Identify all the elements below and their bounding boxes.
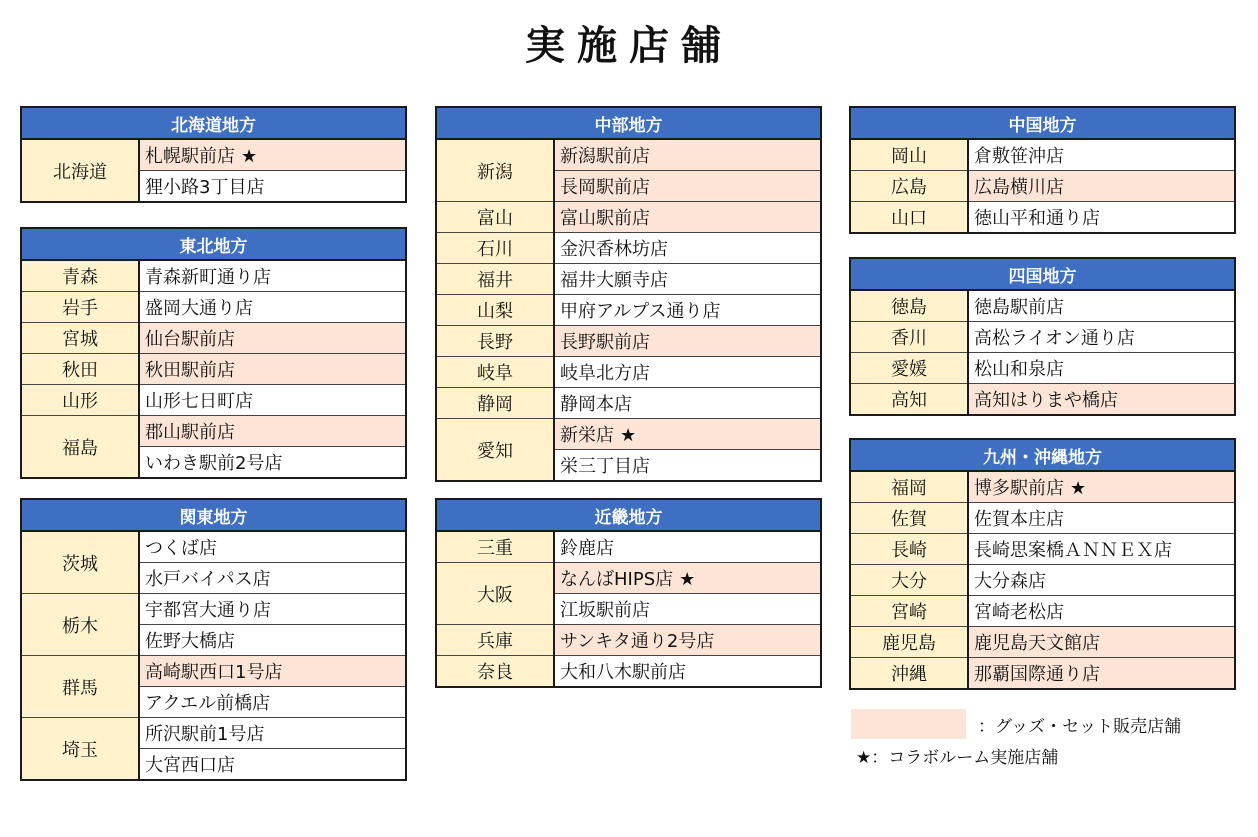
store-name: 広島横川店 (974, 177, 1064, 198)
region-table-tohoku (20, 227, 407, 479)
prefecture-cell: 富山 (436, 202, 554, 233)
store-cell (554, 388, 821, 419)
store-cell (139, 323, 406, 354)
table-row (850, 353, 1235, 384)
store-name: 長野駅前店 (560, 332, 650, 353)
table-row (850, 471, 1235, 503)
store-name: 佐賀本庄店 (974, 509, 1064, 530)
table-row (21, 292, 406, 323)
table-row (21, 594, 406, 625)
region-header: 四国地方 (850, 258, 1235, 290)
store-name: いわき駅前2号店 (145, 453, 283, 474)
store-name: 長岡駅前店 (560, 177, 650, 198)
page-title: 実施店舗 (525, 23, 733, 69)
store-cell (968, 202, 1235, 234)
prefecture-cell: 群馬 (21, 656, 139, 718)
store-name: 那覇国際通り店 (974, 664, 1100, 685)
store-cell (554, 563, 821, 594)
table-row (850, 290, 1235, 322)
prefecture-cell: 高知 (850, 384, 968, 416)
prefecture-cell: 鹿児島 (850, 627, 968, 658)
table-row (21, 531, 406, 563)
region-table-kyushu (849, 438, 1236, 690)
store-name: 水戸バイパス店 (145, 569, 271, 590)
store-name: 高松ライオン通り店 (974, 328, 1135, 349)
store-cell (554, 357, 821, 388)
region-header: 九州・沖縄地方 (850, 439, 1235, 471)
store-cell (554, 326, 821, 357)
prefecture-cell: 静岡 (436, 388, 554, 419)
store-name: 宇都宮大通り店 (145, 600, 271, 621)
prefecture-cell: 新潟 (436, 139, 554, 202)
store-name: 佐野大橋店 (145, 631, 235, 652)
store-cell (139, 385, 406, 416)
prefecture-cell: 兵庫 (436, 625, 554, 656)
store-cell (968, 503, 1235, 534)
region-table-chugoku (849, 106, 1236, 234)
prefecture-cell: 沖縄 (850, 658, 968, 690)
store-cell (554, 531, 821, 563)
store-cell (139, 718, 406, 749)
store-cell (968, 534, 1235, 565)
legend-goods-text: ：グッズ・セット販売店舗 (978, 717, 1182, 737)
table-row (850, 202, 1235, 234)
store-cell (554, 419, 821, 450)
table-row (436, 202, 821, 233)
table-row (850, 503, 1235, 534)
prefecture-cell: 宮崎 (850, 596, 968, 627)
store-name: 鈴鹿店 (560, 538, 614, 559)
region-table-shikoku (849, 257, 1236, 416)
table-row (436, 357, 821, 388)
store-cell (554, 264, 821, 295)
store-name: 倉敷笹沖店 (974, 146, 1064, 167)
store-cell (968, 627, 1235, 658)
prefecture-cell: 秋田 (21, 354, 139, 385)
prefecture-cell: 奈良 (436, 656, 554, 688)
store-name: 大和八木駅前店 (560, 662, 686, 683)
region-header: 中国地方 (850, 107, 1235, 139)
store-name: 鹿児島天文館店 (974, 633, 1100, 654)
prefecture-cell: 石川 (436, 233, 554, 264)
prefecture-cell: 青森 (21, 260, 139, 292)
store-name: 大分森店 (974, 571, 1046, 592)
table-row (436, 295, 821, 326)
region-header: 関東地方 (21, 499, 406, 531)
table-row (436, 656, 821, 688)
store-name: 盛岡大通り店 (145, 298, 253, 319)
legend-goods-swatch (851, 709, 966, 739)
region-table-kinki (435, 498, 822, 688)
store-cell (139, 563, 406, 594)
prefecture-cell: 岐阜 (436, 357, 554, 388)
prefecture-cell: 宮城 (21, 323, 139, 354)
store-name: 狸小路3丁目店 (145, 177, 265, 198)
table-row (850, 627, 1235, 658)
table-row (21, 139, 406, 171)
table-row (21, 260, 406, 292)
prefecture-cell: 福岡 (850, 471, 968, 503)
prefecture-cell: 大分 (850, 565, 968, 596)
table-row (850, 596, 1235, 627)
table-row (850, 534, 1235, 565)
store-cell (968, 384, 1235, 416)
store-name: 新栄店 (560, 425, 614, 446)
store-cell (139, 687, 406, 718)
star-icon: ★ (241, 146, 258, 167)
store-cell (968, 139, 1235, 171)
table-row (436, 326, 821, 357)
store-cell (554, 625, 821, 656)
prefecture-cell: 三重 (436, 531, 554, 563)
store-name: 青森新町通り店 (145, 267, 271, 288)
region-table-kanto (20, 498, 407, 781)
store-name: 博多駅前店 (974, 478, 1064, 499)
prefecture-cell: 長野 (436, 326, 554, 357)
table-row (436, 625, 821, 656)
prefecture-cell: 長崎 (850, 534, 968, 565)
store-cell (139, 139, 406, 171)
table-row (436, 139, 821, 171)
store-name: 徳山平和通り店 (974, 208, 1100, 229)
store-name: 郡山駅前店 (145, 422, 235, 443)
prefecture-cell: 福井 (436, 264, 554, 295)
star-icon: ★ (1070, 478, 1087, 499)
store-cell (968, 322, 1235, 353)
prefecture-cell: 岡山 (850, 139, 968, 171)
store-cell (968, 565, 1235, 596)
store-cell (139, 594, 406, 625)
store-name: 江坂駅前店 (560, 600, 650, 621)
store-cell (139, 656, 406, 687)
store-cell (139, 531, 406, 563)
star-icon: ★ (679, 569, 696, 590)
store-cell (968, 353, 1235, 384)
region-header: 東北地方 (21, 228, 406, 260)
prefecture-cell: 山梨 (436, 295, 554, 326)
prefecture-cell: 岩手 (21, 292, 139, 323)
store-cell (968, 471, 1235, 503)
store-cell (139, 260, 406, 292)
store-name: 静岡本店 (560, 394, 632, 415)
table-row (21, 718, 406, 749)
store-name: 宮崎老松店 (974, 602, 1064, 623)
store-name: 富山駅前店 (560, 208, 650, 229)
store-name: 松山和泉店 (974, 359, 1064, 380)
star-icon: ★ (620, 425, 637, 446)
store-name: 甲府アルプス通り店 (560, 301, 721, 322)
table-row (850, 171, 1235, 202)
table-row (850, 658, 1235, 690)
prefecture-cell: 広島 (850, 171, 968, 202)
store-name: 高知はりまや橋店 (974, 390, 1118, 411)
region-table-hokkaido (20, 106, 407, 203)
store-cell (139, 416, 406, 447)
prefecture-cell: 茨城 (21, 531, 139, 594)
store-name: なんばHIPS店 (560, 569, 674, 590)
store-cell (554, 656, 821, 688)
store-cell (968, 596, 1235, 627)
table-row (436, 264, 821, 295)
prefecture-cell: 栃木 (21, 594, 139, 656)
region-header: 中部地方 (436, 107, 821, 139)
table-row (21, 416, 406, 447)
store-cell (139, 292, 406, 323)
prefecture-cell: 佐賀 (850, 503, 968, 534)
store-cell (554, 594, 821, 625)
store-cell (554, 139, 821, 171)
region-header: 近畿地方 (436, 499, 821, 531)
prefecture-cell: 愛知 (436, 419, 554, 482)
prefecture-cell: 福島 (21, 416, 139, 479)
store-cell (139, 447, 406, 479)
prefecture-cell: 埼玉 (21, 718, 139, 781)
table-row (436, 419, 821, 450)
store-name: 徳島駅前店 (974, 297, 1064, 318)
store-name: 札幌駅前店 (145, 146, 235, 167)
store-cell (554, 295, 821, 326)
store-name: 大宮西口店 (145, 755, 235, 776)
store-name: 所沢駅前1号店 (145, 724, 265, 745)
table-row (850, 322, 1235, 353)
store-cell (139, 625, 406, 656)
store-name: 山形七日町店 (145, 391, 253, 412)
table-row (436, 531, 821, 563)
store-cell (554, 233, 821, 264)
store-name: サンキタ通り2号店 (560, 631, 715, 652)
store-name: 仙台駅前店 (145, 329, 235, 350)
store-name: 栄三丁目店 (560, 456, 650, 477)
store-name: 岐阜北方店 (560, 363, 650, 384)
store-name: 金沢香林坊店 (560, 239, 668, 260)
prefecture-cell: 山口 (850, 202, 968, 234)
prefecture-cell: 北海道 (21, 139, 139, 202)
table-row (21, 323, 406, 354)
table-row (21, 656, 406, 687)
table-row (850, 565, 1235, 596)
prefecture-cell: 山形 (21, 385, 139, 416)
store-cell (139, 171, 406, 203)
store-name: 長崎思案橋ＡＮＮＥＸ店 (974, 540, 1172, 561)
table-row (436, 563, 821, 594)
store-cell (968, 290, 1235, 322)
table-row (850, 139, 1235, 171)
legend-collab-text: ★：コラボルーム実施店舗 (856, 748, 1059, 768)
store-cell (968, 658, 1235, 690)
store-name: つくば店 (145, 538, 217, 559)
store-name: アクエル前橋店 (145, 693, 271, 714)
store-cell (139, 749, 406, 781)
store-cell (554, 171, 821, 202)
table-row (436, 233, 821, 264)
region-header: 北海道地方 (21, 107, 406, 139)
table-row (436, 388, 821, 419)
store-name: 秋田駅前店 (145, 360, 235, 381)
prefecture-cell: 愛媛 (850, 353, 968, 384)
prefecture-cell: 大阪 (436, 563, 554, 625)
prefecture-cell: 徳島 (850, 290, 968, 322)
table-row (850, 384, 1235, 416)
store-name: 新潟駅前店 (560, 146, 650, 167)
store-cell (968, 171, 1235, 202)
store-cell (554, 450, 821, 482)
table-row (21, 385, 406, 416)
table-row (21, 354, 406, 385)
store-cell (554, 202, 821, 233)
store-name: 高崎駅西口1号店 (145, 662, 283, 683)
store-name: 福井大願寺店 (560, 270, 668, 291)
store-cell (139, 354, 406, 385)
region-table-chubu (435, 106, 822, 482)
prefecture-cell: 香川 (850, 322, 968, 353)
